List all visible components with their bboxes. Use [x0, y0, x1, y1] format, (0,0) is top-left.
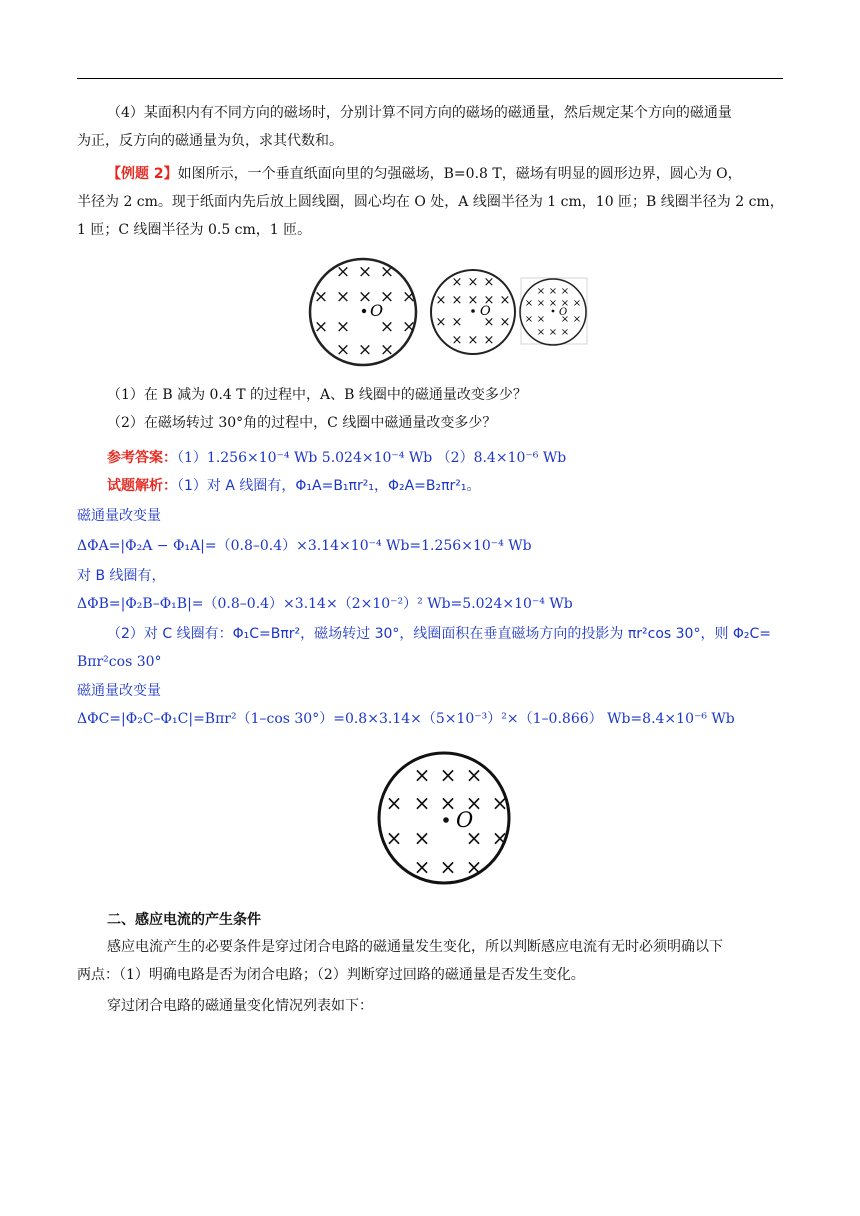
cross-mark: ×	[379, 317, 395, 337]
section2-p1: 感应电流产生的必要条件是穿过闭合电路的磁通量发生变化，所以判断感应电流有无时必须明确以下	[107, 939, 723, 955]
cross-mark: ×	[335, 340, 351, 360]
cross-mark: ×	[413, 791, 431, 815]
solution-line2: 磁通量改变量	[77, 508, 161, 524]
solution-line3: ΔΦA=|Φ₂A − Φ₁A|=（0.8–0.4）×3.14×10⁻⁴ Wb=1.256×10⁻⁴ Wb	[77, 538, 532, 554]
cross-mark: ×	[560, 327, 570, 338]
header-rule	[77, 78, 783, 79]
cross-mark: ×	[572, 298, 582, 309]
cross-mark: ×	[499, 293, 511, 308]
cross-mark: ×	[465, 791, 483, 815]
cross-mark: ×	[439, 791, 457, 815]
cross-mark: ×	[413, 855, 431, 879]
cross-mark: ×	[335, 317, 351, 337]
cross-mark: ×	[483, 333, 495, 348]
field-figure-single	[374, 750, 518, 888]
solution-line9: ΔΦC=|Φ₂C–Φ₁C|=Bπr²（1–cos 30°）=0.8×3.14×（5×10⁻³）²×（1–0.866） Wb=8.4×10⁻⁶ Wb	[77, 711, 735, 727]
cross-mark: ×	[401, 287, 417, 307]
cross-mark: ×	[357, 262, 373, 282]
cross-mark: ×	[536, 298, 546, 309]
cross-mark: ×	[467, 333, 479, 348]
solution-label: 试题解析：	[107, 478, 177, 494]
cross-mark: ×	[357, 340, 373, 360]
cross-mark: ×	[357, 287, 373, 307]
center-dot	[471, 309, 475, 313]
answer-line	[77, 444, 817, 472]
cross-mark: ×	[451, 315, 463, 330]
cross-mark: ×	[413, 826, 431, 850]
cross-mark: ×	[524, 314, 534, 325]
center-dot	[552, 310, 555, 313]
cross-mark: ×	[536, 314, 546, 325]
cross-mark: ×	[483, 293, 495, 308]
cross-mark: ×	[524, 298, 534, 309]
solution-line8: 磁通量改变量	[77, 683, 161, 699]
cross-mark: ×	[483, 315, 495, 330]
cross-mark: ×	[465, 826, 483, 850]
cross-mark: ×	[499, 315, 511, 330]
cross-mark: ×	[451, 293, 463, 308]
cross-mark: ×	[572, 314, 582, 325]
cross-mark: ×	[335, 287, 351, 307]
center-dot	[443, 817, 449, 823]
center-label: O	[559, 307, 568, 318]
solution-text1: （1）对 A 线圈有，Φ₁A=B₁πr²₁，Φ₂A=B₂πr²₁。	[177, 478, 481, 494]
cross-mark: ×	[483, 275, 495, 290]
section2-p2: 两点：（1）明确电路是否为闭合电路；（2）判断穿过回路的磁通量是否发生变化。	[77, 967, 585, 983]
cross-mark: ×	[313, 317, 329, 337]
item4-line2: 为正，反方向的磁通量为负，求其代数和。	[77, 133, 343, 149]
answer-text: （1）1.256×10⁻⁴ Wb 5.024×10⁻⁴ Wb （2）8.4×10⁻⁶ Wb	[177, 450, 567, 466]
cross-mark: ×	[451, 275, 463, 290]
example-text1: 如图所示，一个垂直纸面向里的匀强磁场，B=0.8 T，磁场有明显的圆形边界，圆心为 O，	[177, 166, 742, 182]
example-line1	[77, 160, 817, 188]
cross-mark: ×	[491, 826, 509, 850]
cross-mark: ×	[465, 763, 483, 787]
cross-mark: ×	[467, 293, 479, 308]
cross-mark: ×	[401, 317, 417, 337]
solution-line5: ΔΦB=|Φ₂B–Φ₁B|=（0.8–0.4）×3.14×（2×10⁻²）² Wb=5.024×10⁻⁴ Wb	[77, 596, 573, 612]
solution-line6: （2）对 C 线圈有：Φ₁C=Bπr²，磁场转过 30°，线圈面积在垂直磁场方向的投影为 πr²cos 30°，则 Φ₂C=	[107, 626, 772, 642]
example-label: 【例题 2】	[107, 166, 178, 182]
cross-mark: ×	[379, 340, 395, 360]
section2-p3: 穿过闭合电路的磁通量变化情况列表如下：	[107, 998, 373, 1014]
answer-label: 参考答案：	[107, 450, 177, 466]
cross-mark: ×	[435, 293, 447, 308]
center-label: O	[456, 808, 474, 832]
cross-mark: ×	[560, 314, 570, 325]
center-label: O	[370, 301, 384, 320]
cross-mark: ×	[335, 262, 351, 282]
cross-mark: ×	[465, 855, 483, 879]
coil-figure-three	[305, 256, 595, 368]
cross-mark: ×	[548, 286, 558, 297]
solution-line4: 对 B 线圈有，	[77, 568, 166, 584]
question-2: （2）在磁场转过 30°角的过程中，C 线圈中磁通量改变多少？	[107, 415, 497, 431]
question-1: （1）在 B 减为 0.4 T 的过程中，A、B 线圈中的磁通量改变多少？	[107, 387, 527, 403]
cross-mark: ×	[439, 855, 457, 879]
cross-mark: ×	[379, 287, 395, 307]
cross-mark: ×	[548, 298, 558, 309]
cross-mark: ×	[385, 791, 403, 815]
cross-mark: ×	[491, 791, 509, 815]
section2-heading: 二、感应电流的产生条件	[107, 912, 261, 928]
solution-line7: Bπr²cos 30°	[77, 654, 162, 670]
cross-mark: ×	[451, 333, 463, 348]
cross-mark: ×	[548, 327, 558, 338]
cross-mark: ×	[536, 327, 546, 338]
example-line3: 1 匝；C 线圈半径为 0.5 cm，1 匝。	[77, 222, 312, 238]
cross-mark: ×	[560, 298, 570, 309]
cross-mark: ×	[385, 826, 403, 850]
cross-mark: ×	[467, 275, 479, 290]
cross-mark: ×	[560, 286, 570, 297]
solution-line1	[77, 472, 817, 500]
cross-mark: ×	[379, 262, 395, 282]
cross-mark: ×	[413, 763, 431, 787]
cross-mark: ×	[536, 286, 546, 297]
center-dot	[362, 309, 366, 313]
cross-mark: ×	[313, 287, 329, 307]
cross-mark: ×	[439, 763, 457, 787]
item4-line1: （4）某面积内有不同方向的磁场时，分别计算不同方向的磁场的磁通量，然后规定某个方向的磁通量	[107, 105, 732, 121]
example-line2: 半径为 2 cm。现于纸面内先后放上圆线圈，圆心均在 O 处，A 线圈半径为 1 cm，10 匝；B 线圈半径为 2 cm，	[77, 194, 784, 210]
cross-mark: ×	[435, 315, 447, 330]
center-label: O	[480, 304, 491, 319]
